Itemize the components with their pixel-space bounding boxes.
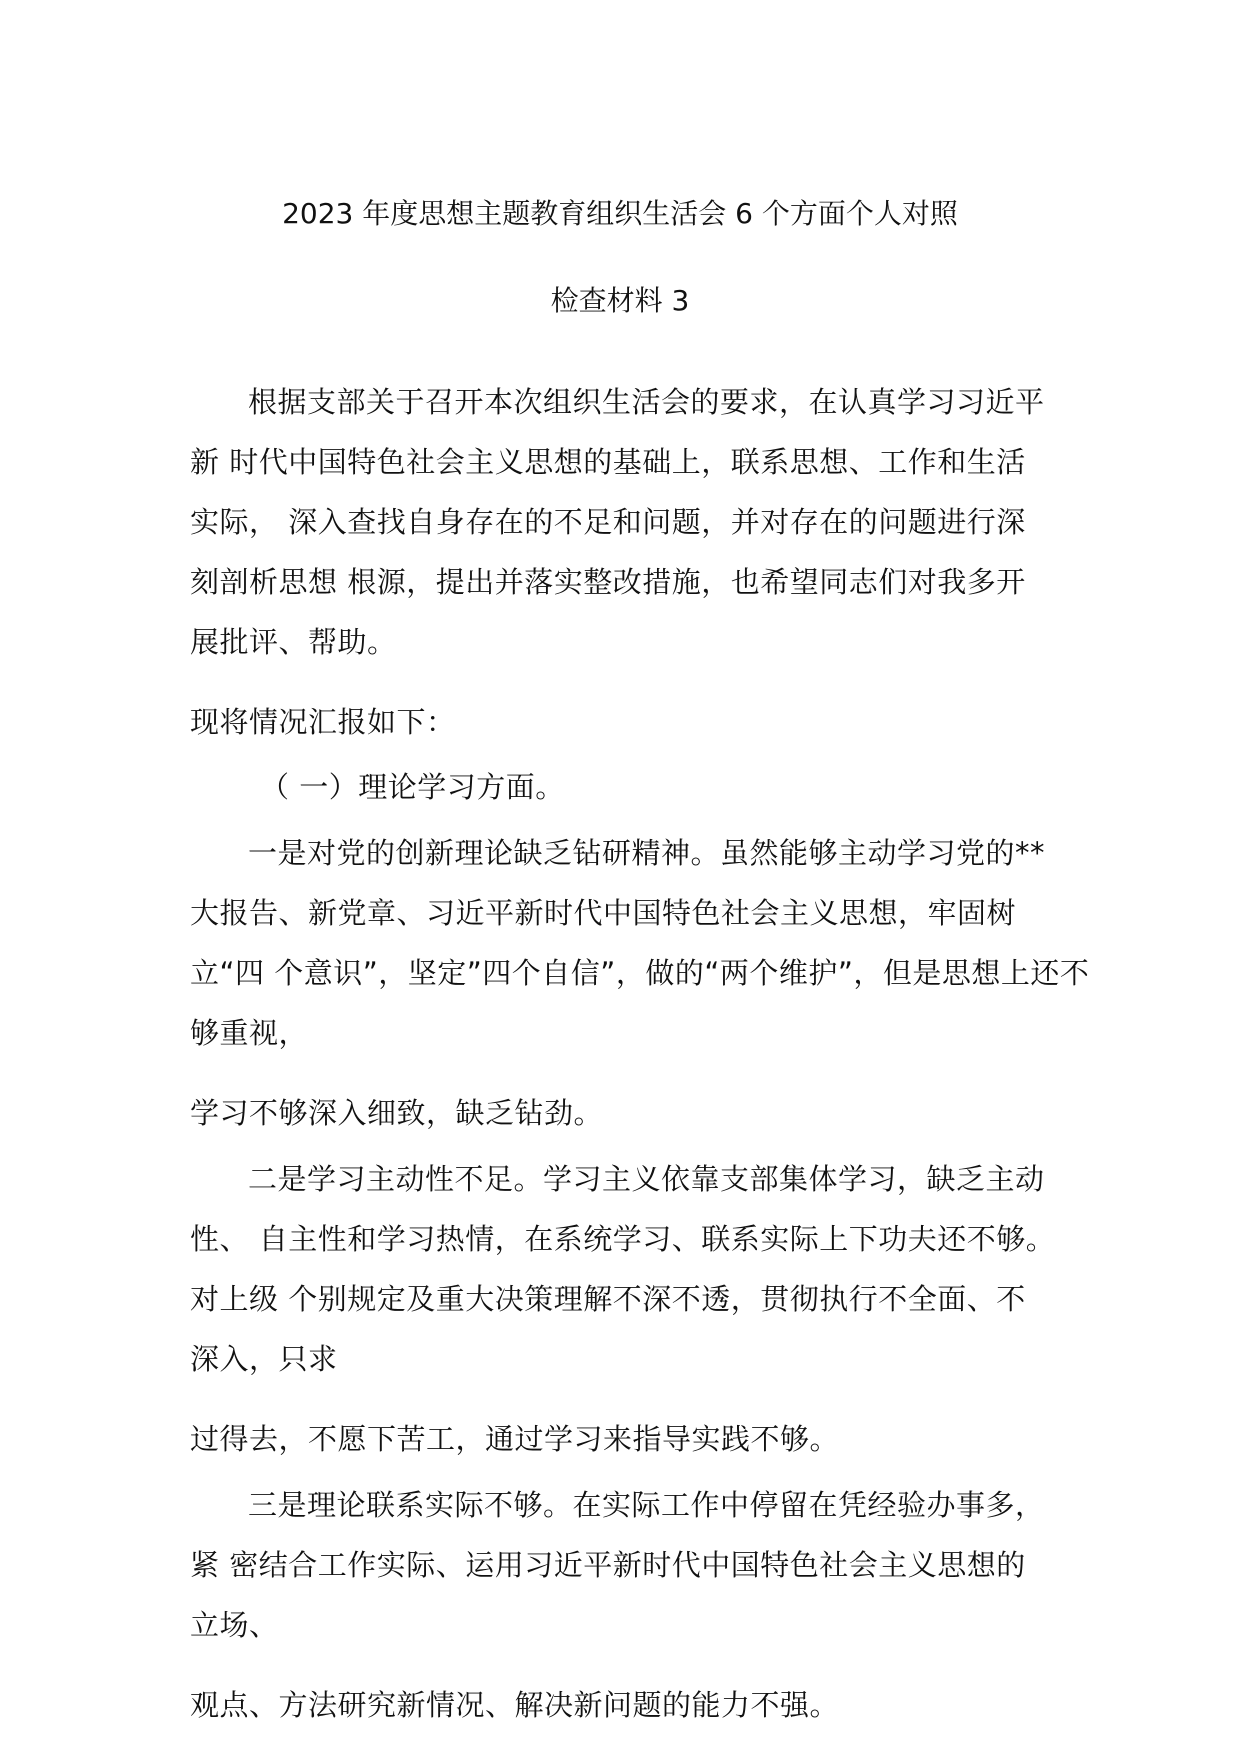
body-line: 新 时代中国特色社会主义思想的基础上，联系思想、工作和生活: [190, 445, 1026, 479]
body-line: 三是理论联系实际不够。在实际工作中停留在凭经验办事多，: [248, 1488, 1045, 1522]
body-line: 立“四 个意识”，坚定”四个自信”，做的“两个维护”，但是思想上还不: [190, 956, 1090, 990]
body-line: 刻剖析思想 根源，提出并落实整改措施，也希望同志们对我多开: [190, 565, 1026, 599]
body-line: 实际， 深入查找自身存在的不足和问题，并对存在的问题进行深: [190, 505, 1026, 539]
body-line: 大报告、新党章、习近平新时代中国特色社会主义思想，牢固树: [190, 896, 1017, 930]
body-line: 过得去，不愿下苦工，通过学习来指导实践不够。: [190, 1422, 840, 1456]
body-line: 展批评、帮助。: [190, 625, 397, 659]
body-line: 根据支部关于召开本次组织生活会的要求，在认真学习习近平: [248, 385, 1045, 419]
body-line: 性、 自主性和学习热情，在系统学习、联系实际上下功夫还不够。: [190, 1222, 1056, 1256]
document-title-line-2: 检查材料 3: [550, 284, 690, 317]
body-line: 现将情况汇报如下：: [190, 705, 456, 739]
body-line: 紧 密结合工作实际、运用习近平新时代中国特色社会主义思想的: [190, 1548, 1026, 1582]
body-line: 对上级 个别规定及重大决策理解不深不透，贯彻执行不全面、不: [190, 1282, 1026, 1316]
body-line: 够重视，: [190, 1016, 309, 1050]
body-line: 一是对党的创新理论缺乏钻研精神。虽然能够主动学习党的**: [248, 836, 1046, 870]
section-heading: （ 一）理论学习方面。: [260, 770, 565, 804]
body-line: 观点、方法研究新情况、解决新问题的能力不强。: [190, 1688, 840, 1722]
body-line: 深入，只求: [190, 1342, 338, 1376]
body-line: 二是学习主动性不足。学习主义依靠支部集体学习，缺乏主动: [248, 1162, 1045, 1196]
document-title-line-1: 2023 年度思想主题教育组织生活会 6 个方面个人对照: [282, 197, 958, 230]
body-line: 立场、: [190, 1608, 279, 1642]
body-line: 学习不够深入细致，缺乏钻劲。: [190, 1096, 604, 1130]
